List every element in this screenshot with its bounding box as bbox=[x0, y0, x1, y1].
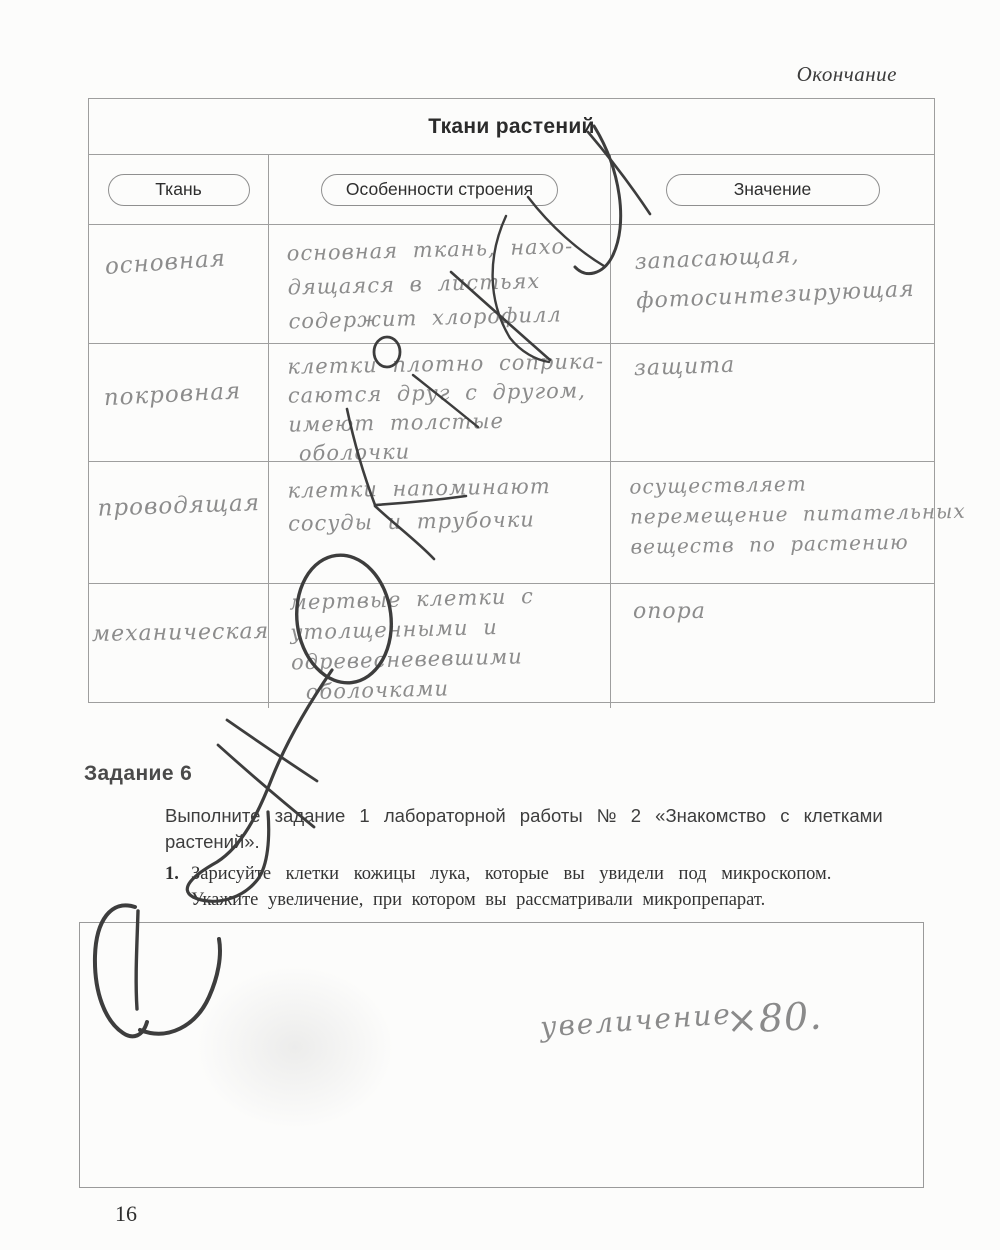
handwritten-structure: клетки плотно соприка- саются друг с другом, имеют толстые оболочки bbox=[287, 349, 605, 466]
drawing-answer-box bbox=[79, 922, 924, 1188]
cell-tissue-name bbox=[89, 462, 269, 583]
cell-structure bbox=[269, 584, 611, 708]
continuation-note: Окончание bbox=[796, 62, 897, 86]
table-header-row bbox=[89, 155, 934, 225]
cell-tissue-name bbox=[89, 584, 269, 708]
table-title: Ткани растений bbox=[89, 99, 934, 155]
task-intro-line: растений». bbox=[165, 831, 260, 852]
cell-structure bbox=[269, 462, 611, 583]
task-item-text: Зарисуйте клетки кожицы лука, которые вы увидели под микроскопом. Укажите увеличение, при котором вы рассматривали микропрепарат. bbox=[191, 864, 832, 910]
table-row-osnovnaya bbox=[89, 225, 934, 344]
handwritten-tissue-name: покровная bbox=[103, 378, 242, 412]
task-intro-line: Выполните задание 1 лабораторной работы № 2 «Знакомство с клетками bbox=[165, 805, 883, 826]
cell-structure bbox=[269, 344, 611, 469]
handwritten-structure: мертвые клетки с утолщенными и одревесневевшими оболочками bbox=[289, 584, 535, 705]
cell-structure bbox=[269, 225, 611, 343]
cell-meaning bbox=[611, 344, 934, 469]
handwritten-tissue-name: основная bbox=[104, 245, 227, 280]
handwritten-meaning: защита bbox=[633, 352, 736, 382]
task-intro bbox=[165, 803, 905, 855]
handwritten-magnification-label: увеличение bbox=[539, 997, 733, 1044]
cell-tissue-name bbox=[89, 225, 269, 343]
handwritten-tissue-name: механическая bbox=[91, 618, 270, 647]
table-row-pokrovnaya bbox=[89, 344, 934, 466]
page-number: 16 bbox=[115, 1201, 137, 1226]
task-heading: Задание 6 bbox=[84, 762, 193, 785]
handwritten-structure: основная ткань, нахо- дящаяся в листьях содержит хлорофилл bbox=[286, 234, 574, 334]
cell-meaning bbox=[611, 584, 934, 708]
handwritten-tissue-name: проводящая bbox=[97, 490, 261, 522]
handwritten-meaning: опора bbox=[633, 599, 706, 624]
plant-tissues-table bbox=[88, 98, 966, 705]
handwritten-meaning: запасающая, фотосинтезирующая bbox=[634, 242, 916, 314]
column-header-structure: Особенности строения bbox=[321, 174, 558, 206]
pen-stroke bbox=[227, 720, 317, 781]
handwritten-meaning: осуществляет перемещение питательных веществ по растению bbox=[629, 471, 966, 559]
cell-tissue-name bbox=[89, 344, 269, 469]
task-item-number: 1. bbox=[165, 864, 179, 884]
column-header-meaning: Значение bbox=[666, 174, 880, 206]
cell-meaning bbox=[611, 225, 934, 343]
cell-meaning bbox=[611, 462, 965, 583]
table-row-provodyashchaya bbox=[89, 462, 966, 584]
handwritten-structure: клетки напоминают сосуды и трубочки bbox=[287, 474, 551, 536]
table-row-mekhanicheskaya bbox=[89, 584, 934, 705]
task-item-1 bbox=[165, 861, 920, 913]
handwritten-magnification-value: ×80. bbox=[724, 993, 824, 1043]
header-cell-structure bbox=[269, 155, 611, 224]
column-header-tissue: Ткань bbox=[108, 174, 250, 206]
